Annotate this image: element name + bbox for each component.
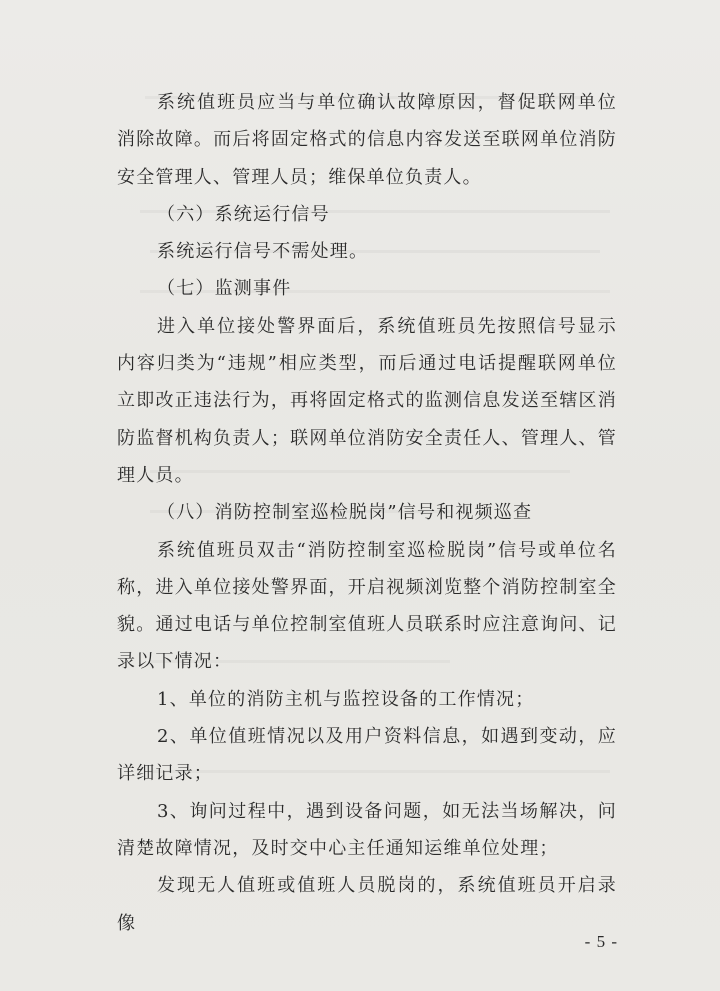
paragraph-monitoring-event: 进入单位接处警界面后，系统值班员先按照信号显示内容归类为“违规”相应类型，而后通过电话提醒联网单位立即改正违法行为，再将固定格式的监测信息发送至辖区消防监督机构负责人；联网单位消防安全责任人、管理人、管理人员。 — [117, 315, 617, 486]
list-item-1: 1、单位的消防主机与监控设备的工作情况； — [157, 688, 535, 710]
heading-monitoring-event: （七）监测事件 — [157, 278, 292, 300]
paragraph-fault-confirmation: 系统值班员应当与单位确认故障原因，督促联网单位消除故障。而后将固定格式的信息内容发送至联网单位消防安全管理人、管理人员；维保单位负责人。 — [117, 92, 617, 188]
page-number: - 5 - — [584, 932, 618, 951]
paragraph-control-room-patrol: 系统值班员双击“消防控制室巡检脱岗”信号或单位名称，进入单位接处警界面，开启视频浏览整个消防控制室全貌。通过电话与单位控制室值班人员联系时应注意询问、记录以下情况： — [117, 539, 617, 673]
heading-system-running-signal: （六）系统运行信号 — [157, 203, 330, 225]
paragraph-running-signal: 系统运行信号不需处理。 — [157, 241, 369, 263]
paragraph-unattended: 发现无人值班或值班人员脱岗的，系统值班员开启录像 — [117, 875, 617, 934]
list-item-2: 2、单位值班情况以及用户资料信息，如遇到变动，应详细记录； — [117, 726, 617, 785]
heading-control-room-patrol: （八）消防控制室巡检脱岗”信号和视频巡查 — [157, 502, 533, 524]
list-item-3: 3、询问过程中，遇到设备问题，如无法当场解决，问清楚故障情况，及时交中心主任通知运维单位处理； — [117, 800, 617, 859]
document-body — [117, 84, 617, 942]
